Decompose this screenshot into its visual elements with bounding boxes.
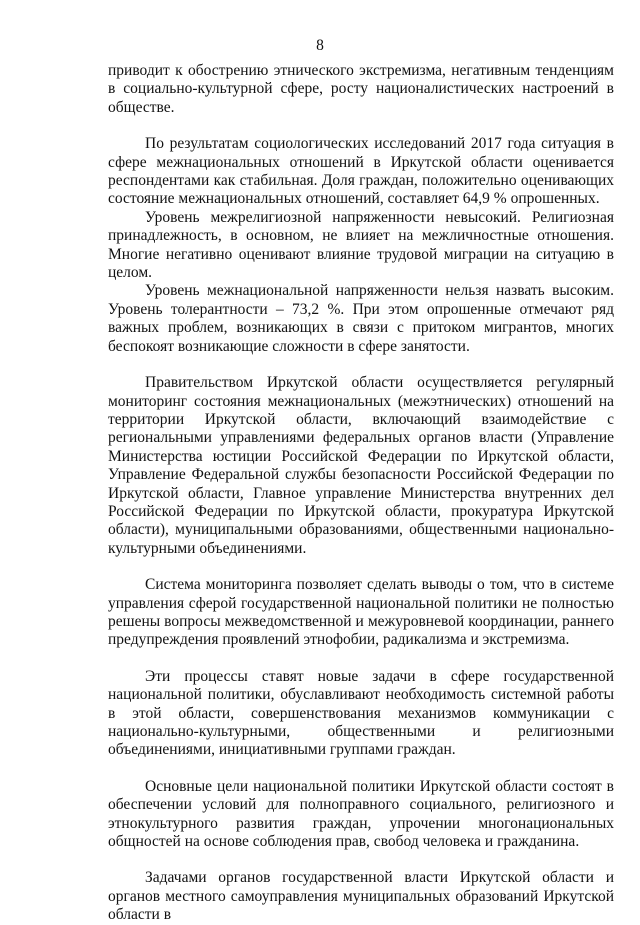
paragraph-interethnic-tension: Уровень межнациональной напряженности нельзя назвать высоким. Уровень толерантности – 73,2 %. При этом опрошенные отмечают ряд важных проблем, возникающих в связи с притоком мигрантов, многих беспокоят возникающие сложности в сфере занятости.	[108, 282, 614, 355]
paragraph-government-monitoring: Правительством Иркутской области осуществляется регулярный мониторинг состояния межнациональных (межэтнических) отношений на территории Иркутской области, включающий взаимодействие с региональными управлениями федеральных органов власти (Управление Министерства юстиции Российской Федерации по Иркутской области, Управление Федеральной службы безопасности Российской Федерации по Иркутской области, Главное управление Министерства внутренних дел Российской Федерации по Иркутской области, прокуратура Иркутской области), муниципальными образованиями, общественными национально-культурными объединениями.	[108, 374, 614, 557]
paragraph-sociological-survey: По результатам социологических исследований 2017 года ситуация в сфере межнациональных отношений в Иркутской области оценивается респондентами как стабильная. Доля граждан, положительно оценивающих состояние межнациональных отношений, составляет 64,9 % опрошенных.	[108, 135, 614, 208]
paragraph-monitoring-system: Система мониторинга позволяет сделать выводы о том, что в системе управления сферой государственной национальной политики не полностью решены вопросы межведомственной и межуровневой координации, раннего предупреждения проявлений этнофобии, радикализма и экстремизма.	[108, 576, 614, 649]
document-body	[108, 62, 614, 925]
paragraph-main-goals: Основные цели национальной политики Иркутской области состоят в обеспечении условий для полноправного социального, религиозного и этнокультурного развития граждан, упрочении многонациональных общностей на основе соблюдения прав, свобод человека и гражданина.	[108, 777, 614, 851]
paragraph-continuation: приводит к обострению этнического экстремизма, негативным тенденциям в социально-культурной сфере, росту националистических настроений в обществе.	[108, 62, 614, 116]
paragraph-tasks-of-authorities: Задачами органов государственной власти Иркутской области и органов местного самоуправления муниципальных образований Иркутской области в	[108, 869, 614, 924]
page-number: 8	[316, 37, 324, 54]
paragraph-new-tasks: Эти процессы ставят новые задачи в сфере государственной национальной политики, обуславливают необходимость системной работы в этой области, совершенствования механизмов коммуникации с национально-культурными, общественными и религиозными объединениями, инициативными группами граждан.	[108, 667, 614, 759]
paragraph-interreligious-tension: Уровень межрелигиозной напряженности невысокий. Религиозная принадлежность, в основном, не влияет на межличностные отношения. Многие негативно оценивают влияние трудовой миграции на ситуацию в целом.	[108, 208, 614, 282]
